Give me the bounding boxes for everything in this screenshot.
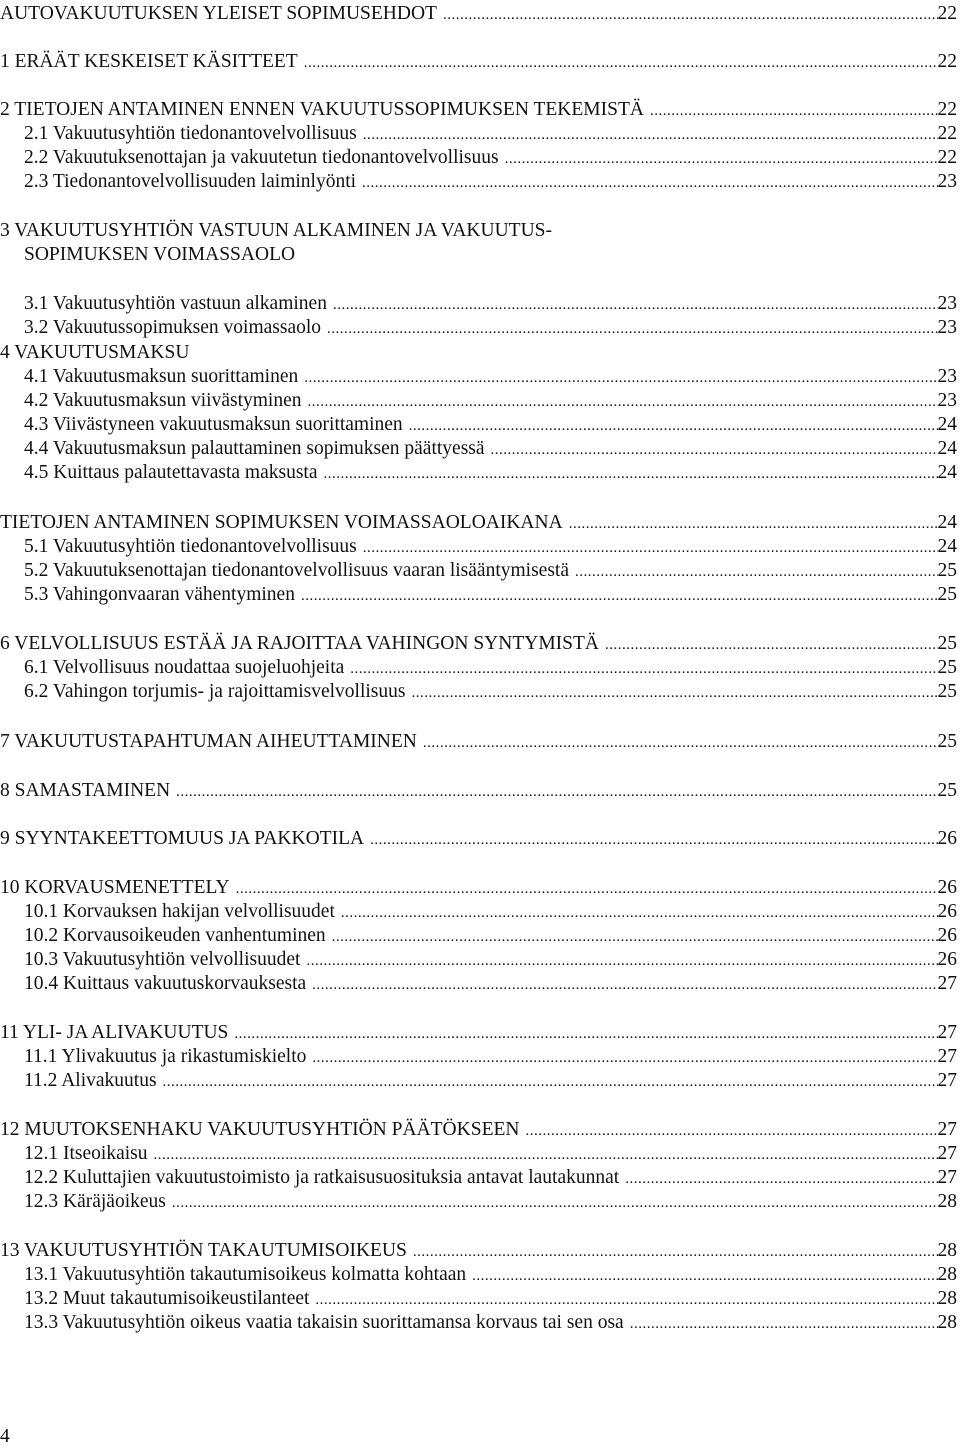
toc-entry-page: 27	[937, 1022, 957, 1043]
dot-leader	[362, 171, 937, 195]
toc-entry[interactable]	[0, 437, 957, 461]
toc-entry[interactable]	[0, 413, 957, 437]
toc-entry-page: 24	[937, 414, 957, 435]
dot-leader	[176, 780, 937, 804]
toc-entry[interactable]	[0, 1021, 957, 1045]
toc-entry-title: 2.2 Vakuutuksenottajan ja vakuutetun tiedonantovelvollisuus	[24, 147, 499, 168]
toc-entry-page: 27	[937, 1143, 957, 1164]
toc-entry-page: 26	[937, 877, 957, 898]
toc-entry-page: 26	[937, 925, 957, 946]
toc-entry[interactable]	[0, 316, 957, 340]
dot-leader	[413, 1240, 938, 1264]
dot-leader	[236, 877, 938, 901]
toc-entry-title: 6.1 Velvollisuus noudattaa suojeluohjeita	[24, 657, 345, 678]
dot-leader	[569, 512, 938, 536]
page-number: 4	[0, 1426, 10, 1447]
toc-entry-page: 25	[937, 657, 957, 678]
dot-leader	[575, 560, 938, 584]
toc-entry-title: 13.2 Muut takautumisoikeustilanteet	[24, 1288, 310, 1309]
toc-entry-title: 12 MUUTOKSENHAKU VAKUUTUSYHTIÖN PÄÄTÖKSEEN	[0, 1119, 520, 1140]
toc-entry-page: 23	[937, 390, 957, 411]
dot-leader	[412, 681, 938, 705]
toc-entry-page: 27	[937, 1167, 957, 1188]
dot-leader	[650, 99, 938, 123]
dot-leader	[341, 901, 938, 925]
toc-entry-page: 25	[937, 780, 957, 801]
toc-entry[interactable]	[0, 680, 957, 704]
toc-entry-page: 25	[937, 633, 957, 654]
toc-entry-page: 23	[937, 171, 957, 192]
dot-leader	[304, 366, 937, 390]
toc-entry[interactable]	[0, 122, 957, 146]
dot-leader	[324, 462, 938, 486]
toc-entry[interactable]	[0, 50, 957, 74]
toc-entry[interactable]	[0, 365, 957, 389]
dot-leader	[153, 1143, 937, 1167]
toc-entry-title: 10.3 Vakuutusyhtiön velvollisuudet	[24, 949, 301, 970]
toc-entry-page: 27	[937, 973, 957, 994]
toc-entry[interactable]	[0, 900, 957, 924]
dot-leader	[363, 536, 938, 560]
dot-leader	[472, 1264, 937, 1288]
dot-leader	[363, 123, 938, 147]
toc-entry[interactable]	[0, 632, 957, 656]
toc-entry[interactable]	[0, 972, 957, 996]
toc-entry-page: 28	[937, 1312, 957, 1333]
toc-entry-title: 6 VELVOLLISUUS ESTÄÄ JA RAJOITTAA VAHINGON SYNTYMISTÄ	[0, 633, 600, 654]
toc-entry-page: 22	[937, 123, 957, 144]
dot-leader	[423, 731, 938, 755]
toc-entry[interactable]	[0, 948, 957, 972]
toc-entry-page: 22	[937, 99, 957, 120]
toc-entry[interactable]	[0, 1287, 957, 1311]
toc-entry-page: 22	[937, 3, 957, 24]
toc-entry-title: 2 TIETOJEN ANTAMINEN ENNEN VAKUUTUSSOPIMUKSEN TEKEMISTÄ	[0, 99, 644, 120]
dot-leader	[327, 317, 937, 341]
toc-entry-page: 25	[937, 584, 957, 605]
toc-entry-title: 4.2 Vakuutusmaksun viivästyminen	[24, 390, 302, 411]
toc-entry-title: 12.3 Käräjäoikeus	[24, 1191, 166, 1212]
toc-entry[interactable]	[0, 389, 957, 413]
toc-entry-title: 13.1 Vakuutusyhtiön takautumisoikeus kolmatta kohtaan	[24, 1264, 467, 1285]
toc-entry[interactable]	[0, 1239, 957, 1263]
toc-entry-title: 11.1 Ylivakuutus ja rikastumiskielto	[24, 1046, 307, 1067]
toc-entry-title: SOPIMUKSEN VOIMASSAOLO	[24, 244, 296, 265]
toc-entry[interactable]	[0, 1069, 957, 1093]
toc-entry-title: 3 VAKUUTUSYHTIÖN VASTUUN ALKAMINEN JA VAKUUTUS-	[0, 220, 553, 241]
dot-leader	[625, 1167, 937, 1191]
toc-entry-page: 26	[937, 828, 957, 849]
toc-entry-title: 5.2 Vakuutuksenottajan tiedonantovelvollisuus vaaran lisääntymisestä	[24, 560, 569, 581]
toc-entry-page: 24	[937, 438, 957, 459]
dot-leader	[304, 51, 938, 75]
toc-entry-title: 2.1 Vakuutusyhtiön tiedonantovelvollisuus	[24, 123, 357, 144]
toc-entry-page: 28	[937, 1191, 957, 1212]
toc-entry[interactable]	[0, 924, 957, 948]
toc-entry-title: 12.1 Itseoikaisu	[24, 1143, 148, 1164]
toc-entry-title: 5.3 Vahingonvaaran vähentyminen	[24, 584, 295, 605]
toc-entry-page: 25	[937, 560, 957, 581]
toc-entry[interactable]	[0, 779, 957, 803]
toc-entry[interactable]	[0, 1142, 957, 1166]
toc-entry-page: 27	[937, 1119, 957, 1140]
toc-entry[interactable]	[0, 1190, 957, 1214]
dot-leader	[308, 390, 938, 414]
toc-entry-title: 3.1 Vakuutusyhtiön vastuun alkaminen	[24, 293, 327, 314]
dot-leader	[605, 633, 937, 657]
toc-entry-title: AUTOVAKUUTUKSEN YLEISET SOPIMUSEHDOT	[0, 3, 437, 24]
toc-entry[interactable]	[0, 219, 957, 243]
toc-entry-title: 6.2 Vahingon torjumis- ja rajoittamisvelvollisuus	[24, 681, 406, 702]
toc-entry-title: 11 YLI- JA ALIVAKUUTUS	[0, 1022, 229, 1043]
toc-entry-title: 4.1 Vakuutusmaksun suorittaminen	[24, 366, 299, 387]
toc-entry-title: 4.5 Kuittaus palautettavasta maksusta	[24, 462, 318, 483]
dot-leader	[333, 293, 938, 317]
toc-entry-title: 12.2 Kuluttajien vakuutustoimisto ja ratkaisusuosituksia antavat lautakunnat	[24, 1167, 620, 1188]
toc-entry[interactable]	[0, 1263, 957, 1287]
toc-entry-page: 26	[937, 901, 957, 922]
toc-entry-title: 3.2 Vakuutussopimuksen voimassaolo	[24, 317, 322, 338]
toc-entry-page: 28	[937, 1264, 957, 1285]
dot-leader	[443, 3, 938, 27]
toc-entry-page: 22	[937, 51, 957, 72]
toc-entry[interactable]	[0, 656, 957, 680]
toc-entry-title: 1 ERÄÄT KESKEISET KÄSITTEET	[0, 51, 298, 72]
dot-leader	[332, 925, 938, 949]
dot-leader	[306, 949, 937, 973]
toc-entry-title: 11.2 Alivakuutus	[24, 1070, 157, 1091]
toc-entry-page: 26	[937, 949, 957, 970]
toc-entry-title: 7 VAKUUTUSTAPAHTUMAN AIHEUTTAMINEN	[0, 731, 417, 752]
dot-leader	[312, 973, 937, 997]
toc-entry-title: 13 VAKUUTUSYHTIÖN TAKAUTUMISOIKEUS	[0, 1240, 407, 1261]
toc-entry[interactable]	[0, 1311, 957, 1335]
toc-entry-page: 27	[937, 1046, 957, 1067]
toc-entry-title: 10.1 Korvauksen hakijan velvollisuudet	[24, 901, 335, 922]
dot-leader	[301, 584, 938, 608]
dot-leader	[370, 828, 937, 852]
toc-entry-page: 28	[937, 1240, 957, 1261]
dot-leader	[505, 147, 938, 171]
toc-entry-continuation	[0, 243, 957, 267]
dot-leader	[312, 1046, 937, 1070]
toc-entry-title: TIETOJEN ANTAMINEN SOPIMUKSEN VOIMASSAOLOAIKANA	[0, 512, 563, 533]
toc-entry[interactable]	[0, 511, 957, 535]
dot-leader	[491, 438, 938, 462]
dot-leader	[234, 1022, 937, 1046]
toc-entry[interactable]	[0, 535, 957, 559]
toc-entry[interactable]	[0, 341, 957, 365]
toc-entry[interactable]	[0, 559, 957, 583]
toc-entry-page: 24	[937, 512, 957, 533]
toc-entry-page: 24	[937, 536, 957, 557]
toc-entry-title: 9 SYYNTAKEETTOMUUS JA PAKKOTILA	[0, 828, 365, 849]
toc-entry[interactable]	[0, 461, 957, 485]
toc-entry-page: 28	[937, 1288, 957, 1309]
toc-entry[interactable]	[0, 170, 957, 194]
toc-entry-title: 8 SAMASTAMINEN	[0, 780, 171, 801]
dot-leader	[350, 657, 937, 681]
dot-leader	[163, 1070, 938, 1094]
dot-leader	[315, 1288, 937, 1312]
toc-entry[interactable]	[0, 876, 957, 900]
toc-entry-title: 13.3 Vakuutusyhtiön oikeus vaatia takaisin suorittamansa korvaus tai sen osa	[24, 1312, 624, 1333]
toc-entry[interactable]	[0, 1166, 957, 1190]
toc-entry[interactable]	[0, 292, 957, 316]
dot-leader	[630, 1312, 938, 1336]
toc-entry-title: 4 VAKUUTUSMAKSU	[0, 342, 190, 363]
toc-entry[interactable]	[0, 583, 957, 607]
dot-leader	[172, 1191, 938, 1215]
toc-entry-title: 10.4 Kuittaus vakuutuskorvauksesta	[24, 973, 307, 994]
toc-entry-page: 25	[937, 681, 957, 702]
dot-leader	[525, 1119, 937, 1143]
toc-entry-title: 2.3 Tiedonantovelvollisuuden laiminlyönti	[24, 171, 357, 192]
toc-entry[interactable]	[0, 1045, 957, 1069]
toc-entry-page: 24	[937, 462, 957, 483]
toc-entry-page: 23	[937, 293, 957, 314]
toc-entry-page: 22	[937, 147, 957, 168]
toc-entry[interactable]	[0, 146, 957, 170]
toc-entry-title: 10.2 Korvausoikeuden vanhentuminen	[24, 925, 326, 946]
toc-entry-title: 4.4 Vakuutusmaksun palauttaminen sopimuksen päättyessä	[24, 438, 485, 459]
toc-entry-page: 27	[937, 1070, 957, 1091]
toc-entry[interactable]	[0, 1118, 957, 1142]
toc-entry-page: 25	[937, 731, 957, 752]
toc-entry-title: 4.3 Viivästyneen vakuutusmaksun suorittaminen	[24, 414, 403, 435]
toc-entry[interactable]	[0, 827, 957, 851]
toc-entry[interactable]	[0, 2, 957, 26]
toc-entry-page: 23	[937, 366, 957, 387]
toc-entry-title: 10 KORVAUSMENETTELY	[0, 877, 230, 898]
toc-entry[interactable]	[0, 730, 957, 754]
dot-leader	[409, 414, 938, 438]
toc-entry[interactable]	[0, 98, 957, 122]
toc-entry-title: 5.1 Vakuutusyhtiön tiedonantovelvollisuus	[24, 536, 357, 557]
toc-entry-page: 23	[937, 317, 957, 338]
